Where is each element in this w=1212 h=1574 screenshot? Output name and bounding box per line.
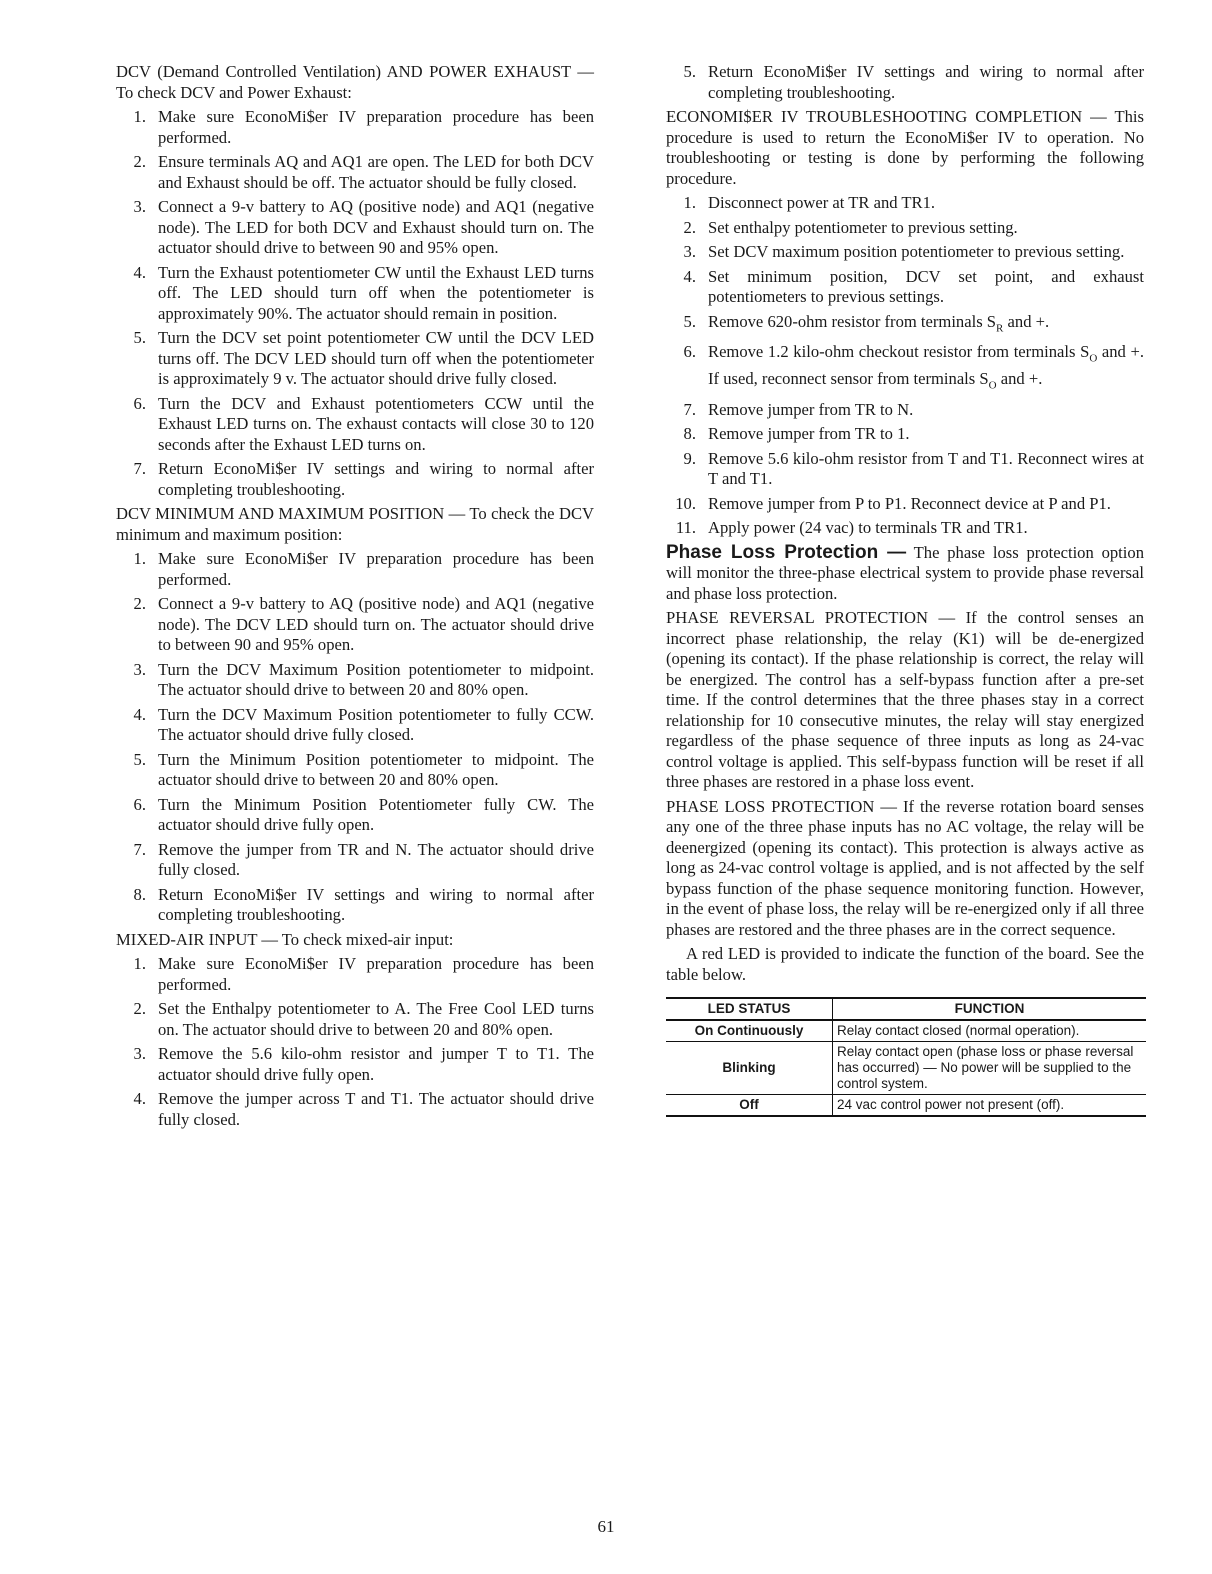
- list-item: 5. Remove 620-ohm resistor from terminals $S_R$ and +.: [683, 311, 1050, 334]
- led-note: A red LED is provided to indicate the function of the board. See the table below.: [666, 944, 1144, 984]
- list-item: 2. Ensure terminals AQ and AQ1 are open. The LED for both DCV and Exhaust should be off. The actuator should be fully closed.: [133, 152, 594, 192]
- list-item: 2. Connect a 9-v battery to AQ (positive node) and AQ1 (negative node). The DCV LED should turn on. The actuator should drive to between 90 and 95% open.: [133, 594, 594, 654]
- led-status-table: [666, 997, 1146, 1117]
- table-header-row: [666, 998, 1146, 1020]
- led-status-cell: Off: [666, 1095, 833, 1117]
- right-column: [666, 62, 1144, 1117]
- column-header-led-status: LED STATUS: [666, 998, 833, 1020]
- list-item: 7. Remove jumper from TR to N.: [683, 399, 914, 419]
- carry-over-steps: [666, 62, 1144, 103]
- list-item: 11. Apply power (24 vac) to terminals TR and TR1.: [675, 518, 1028, 538]
- list-item: 4. Turn the Exhaust potentiometer CW until the Exhaust LED turns off. The LED should turn off when the potentiometer is approximately 90%. The actuator should remain in position.: [133, 262, 594, 323]
- table-row: [666, 1020, 1146, 1042]
- dcv-min-max-steps: [116, 549, 594, 926]
- table-row: [666, 1095, 1146, 1117]
- list-item: 3. Turn the DCV Maximum Position potentiometer to midpoint. The actuator should drive to between 20 and 80% open.: [133, 659, 594, 699]
- list-item: 5. Turn the DCV set point potentiometer CW until the DCV LED turns off. The DCV LED should turn off when the potentiometer is approximately 9 v. The actuator should drive fully closed.: [133, 328, 594, 388]
- phase-reversal-paragraph: PHASE REVERSAL PROTECTION — If the control senses an incorrect phase relationship, the relay (K1) will be de-energized (opening its contact). If the phase relationship is correct, the relay will be energized. The control has a self-bypass function after a pre-set time. If the control determines that the three phases stay in a correct relationship for 10 consecutive minutes, the relay will stay energized regardless of the phase sequence of three inputs as long as 24-vac control voltage is applied. This self-bypass function will be reset if all three phases are restored in a phase loss event.: [666, 608, 1144, 792]
- phase-loss-paragraph: PHASE LOSS PROTECTION — If the reverse rotation board senses any one of the three phase inputs has no AC voltage, the relay will be deenergized (opening its contact). This protection is always active as long as 24-vac control voltage is applied, and is not affected by the self bypass function of the phase sequence monitoring function. However, in the event of phase loss, the relay will be re-energized only if all three phases are restored and the three phases are in the correct sequence.: [666, 796, 1144, 939]
- table-row: [666, 1042, 1146, 1095]
- list-item: 4. Remove the jumper across T and T1. The actuator should drive fully closed.: [133, 1089, 594, 1129]
- phase-loss-heading: Phase Loss Protection —: [666, 541, 907, 563]
- dcv-power-exhaust-intro: DCV (Demand Controlled Ventilation) AND POWER EXHAUST — To check DCV and Power Exhaust:: [116, 62, 594, 102]
- list-item: 3. Set DCV maximum position potentiometer to previous setting.: [683, 242, 1125, 261]
- function-cell: 24 vac control power not present (off).: [833, 1095, 1147, 1117]
- list-item: 6. Turn the Minimum Position Potentiometer fully CW. The actuator should drive fully open.: [133, 794, 594, 834]
- list-item: 1. Disconnect power at TR and TR1.: [683, 193, 936, 212]
- list-item: 1. Make sure EconoMi$er IV preparation procedure has been performed.: [133, 107, 594, 147]
- list-item: 3. Connect a 9-v battery to AQ (positive node) and AQ1 (negative node). The LED for both DCV and Exhaust should turn on. The actuator should drive to between 90 and 95% open.: [133, 197, 594, 257]
- column-header-function: FUNCTION: [833, 998, 1147, 1020]
- list-item: 1. Make sure EconoMi$er IV preparation procedure has been performed.: [133, 954, 594, 994]
- list-item: 4. Set minimum position, DCV set point, and exhaust potentiometers to previous settings.: [683, 266, 1144, 306]
- list-item: 6. Remove 1.2 kilo-ohm checkout resistor from terminals $S_O$ and +. If used, reconnect sensor from terminals $S_O$ and +.: [683, 342, 1145, 392]
- list-item: 6. Turn the DCV and Exhaust potentiometers CCW until the Exhaust LED turns on. The exhaust contacts will close 30 to 120 seconds after the Exhaust LED turns on.: [133, 393, 594, 454]
- list-item: 3. Remove the 5.6 kilo-ohm resistor and jumper T to T1. The actuator should drive fully open.: [133, 1044, 594, 1084]
- page-number: 61: [597, 1517, 615, 1536]
- list-item: 2. Set the Enthalpy potentiometer to A. The Free Cool LED turns on. The actuator should drive to between 20 and 80% open.: [133, 999, 594, 1039]
- list-item: 9. Remove 5.6 kilo-ohm resistor from T and T1. Reconnect wires at T and T1.: [683, 448, 1144, 489]
- list-item: 7. Return EconoMi$er IV settings and wiring to normal after completing troubleshooting.: [133, 459, 594, 499]
- list-item: 5. Return EconoMi$er IV settings and wiring to normal after completing troubleshooting.: [683, 62, 1144, 102]
- function-cell: Relay contact closed (normal operation).: [833, 1020, 1147, 1042]
- completion-intro: ECONOMI$ER IV TROUBLESHOOTING COMPLETION — This procedure is used to return the EconoMi$er IV to operation. No troubleshooting or testing is done by performing the following procedure.: [666, 107, 1144, 188]
- mixed-air-steps: [116, 954, 594, 1130]
- list-item: 10. Remove jumper from P to P1. Reconnect device at P and P1.: [675, 493, 1111, 513]
- list-item: 7. Remove the jumper from TR and N. The actuator should drive fully closed.: [133, 839, 594, 879]
- dcv-power-exhaust-steps: [116, 107, 594, 500]
- list-item: 8. Remove jumper from TR to 1.: [683, 424, 910, 444]
- dcv-min-max-intro: DCV MINIMUM AND MAXIMUM POSITION — To check the DCV minimum and maximum position:: [116, 504, 594, 544]
- mixed-air-intro: MIXED-AIR INPUT — To check mixed-air input:: [116, 929, 454, 949]
- list-item: 5. Turn the Minimum Position potentiometer to midpoint. The actuator should drive to between 20 and 80% open.: [133, 749, 594, 789]
- led-status-cell: Blinking: [666, 1042, 833, 1095]
- phase-loss-section: [666, 543, 1144, 605]
- led-status-cell: On Continuously: [666, 1020, 833, 1042]
- completion-steps: [666, 193, 1144, 539]
- list-item: 8. Return EconoMi$er IV settings and wiring to normal after completing troubleshooting.: [133, 884, 594, 924]
- list-item: 4. Turn the DCV Maximum Position potentiometer to fully CCW. The actuator should drive fully closed.: [133, 704, 594, 744]
- left-column: [116, 62, 594, 1134]
- function-cell: Relay contact open (phase loss or phase reversal has occurred) — No power will be supplied to the control system.: [833, 1042, 1147, 1095]
- list-item: 2. Set enthalpy potentiometer to previous setting.: [683, 217, 1018, 237]
- phase-loss-intro: The phase loss protection option will monitor the three-phase electrical system to provide phase reversal and phase loss protection.: [666, 542, 1144, 603]
- list-item: 1. Make sure EconoMi$er IV preparation procedure has been performed.: [133, 549, 594, 589]
